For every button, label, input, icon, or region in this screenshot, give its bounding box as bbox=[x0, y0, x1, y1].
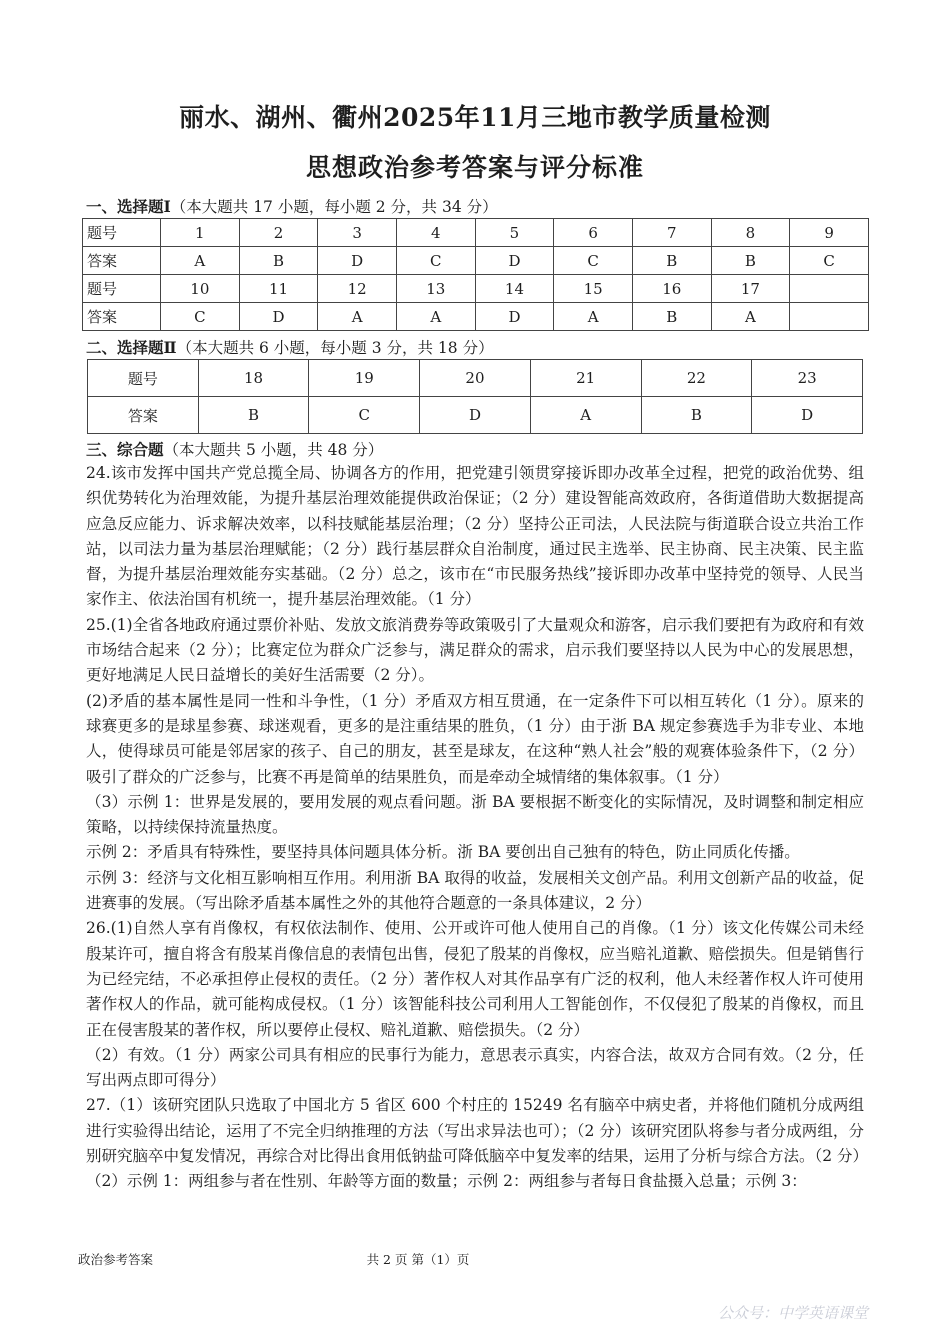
question-number: 12 bbox=[318, 275, 397, 303]
section3-note: （本大题共 5 小题，共 48 分） bbox=[163, 441, 384, 459]
question-number: 16 bbox=[632, 275, 711, 303]
question-number: 18 bbox=[198, 360, 309, 397]
table-row-questions bbox=[88, 360, 863, 397]
answer-24: 24.该市发挥中国共产党总揽全局、协调各方的作用，把党建引领贯穿接诉即办改革全过程，把党的政治优势、组织优势转化为治理效能，为提升基层治理效能提供政治保证；（2 分）建设智能高效政府，各街道借助大数据提高应急反应能力、诉求解决效率，以科技赋能基层治理；（2 分）坚持公正司法，人民法院与街道联合设立共治工作站，以司法力量为基层治理赋能；（2 分）践行基层群众自治制度，通过民主选举、民主协商、民主决策、民主监督，为提升基层治理效能夯实基础。（2 分）总之，该市在“市民服务热线”接诉即办改革中坚持党的领导、人民当家作主、依法治国有机统一，提升基层治理效能。（1 分） bbox=[86, 464, 864, 609]
row-label: 题号 bbox=[83, 219, 161, 247]
answer-value: B bbox=[632, 303, 711, 331]
answer-value: C bbox=[554, 247, 633, 275]
table-row-questions bbox=[83, 219, 869, 247]
answer-value: B bbox=[711, 247, 790, 275]
answer-value: A bbox=[161, 247, 240, 275]
question-number: 20 bbox=[420, 360, 531, 397]
answer-value: D bbox=[475, 247, 554, 275]
answer-value: D bbox=[318, 247, 397, 275]
answer-value: C bbox=[790, 247, 869, 275]
answer-27-2: （2）示例 1：两组参与者在性别、年龄等方面的数量；示例 2：两组参与者每日食盐摄入总量；示例 3： bbox=[86, 1172, 807, 1191]
question-number: 21 bbox=[530, 360, 641, 397]
row-label: 题号 bbox=[88, 360, 199, 397]
answer-value: D bbox=[752, 397, 863, 434]
row-label: 答案 bbox=[83, 303, 161, 331]
question-number: 9 bbox=[790, 219, 869, 247]
question-number: 5 bbox=[475, 219, 554, 247]
answer-value: B bbox=[198, 397, 309, 434]
answer-25-3-example-1: （3）示例 1：世界是发展的，要用发展的观点看问题。浙 BA 要根据不断变化的实际情况，及时调整和制定相应策略，以持续保持流量热度。 bbox=[86, 792, 864, 837]
answer-table-2 bbox=[87, 359, 863, 434]
answer-value: B bbox=[632, 247, 711, 275]
answer-26-2: （2）有效。（1 分）两家公司具有相应的民事行为能力，意思表示真实，内容合法，故双方合同有效。（2 分，任写出两点即可得分） bbox=[86, 1045, 864, 1090]
section2-heading bbox=[86, 336, 494, 358]
answer-value: C bbox=[161, 303, 240, 331]
answer-value: C bbox=[396, 247, 475, 275]
section1-title: 一、选择题Ⅰ bbox=[86, 197, 171, 216]
answer-value: A bbox=[318, 303, 397, 331]
answer-value: A bbox=[530, 397, 641, 434]
document-subtitle: 思想政治参考答案与评分标准 bbox=[305, 153, 644, 182]
question-number: 10 bbox=[161, 275, 240, 303]
page-indicator: 共 2 页 第（1）页 bbox=[366, 1252, 470, 1267]
answer-26-1: 26.(1)自然人享有肖像权，有权依法制作、使用、公开或许可他人使用自己的肖像。（1 分）该文化传媒公司未经殷某许可，擅自将含有殷某肖像信息的表情包出售，侵犯了殷某的肖像权，应当赔礼道歉、赔偿损失。但是销售行为已经完结，不必承担停止侵权的责任。（2 分）著作权人对其作品享有广泛的权利，他人未经著作权人许可使用著作权人的作品，就可能构成侵权。（1 分）该智能科技公司利用人工智能创作，不仅侵犯了殷某的肖像权，而且正在侵害殷某的著作权，所以要停止侵权、赔礼道歉、赔偿损失。（2 分） bbox=[86, 919, 864, 1039]
question-number: 23 bbox=[752, 360, 863, 397]
answer-value: C bbox=[309, 397, 420, 434]
section2-title: 二、选择题Ⅱ bbox=[86, 338, 177, 357]
section1-note: （本大题共 17 小题，每小题 2 分，共 34 分） bbox=[170, 198, 498, 216]
answer-value: A bbox=[554, 303, 633, 331]
answer-value: D bbox=[420, 397, 531, 434]
table-row-answers bbox=[88, 397, 863, 434]
question-number: 2 bbox=[239, 219, 318, 247]
question-number: 11 bbox=[239, 275, 318, 303]
section3-heading bbox=[86, 438, 383, 460]
answer-value: D bbox=[239, 303, 318, 331]
question-number: 13 bbox=[396, 275, 475, 303]
question-number bbox=[790, 275, 869, 303]
question-number: 8 bbox=[711, 219, 790, 247]
document-title: 丽水、湖州、衢州2025年11月三地市教学质量检测 bbox=[179, 103, 771, 132]
table-row-answers bbox=[83, 247, 869, 275]
answer-table-1 bbox=[82, 218, 869, 331]
footer-subject: 政治参考答案 bbox=[78, 1252, 154, 1267]
question-number: 1 bbox=[161, 219, 240, 247]
question-number: 3 bbox=[318, 219, 397, 247]
answer-value: B bbox=[239, 247, 318, 275]
answer-25-3-example-2: 示例 2：矛盾具有特殊性，要坚持具体问题具体分析。浙 BA 要创出自己独有的特色，防止同质化传播。 bbox=[86, 843, 800, 862]
answer-value bbox=[790, 303, 869, 331]
question-number: 15 bbox=[554, 275, 633, 303]
answer-27-1: 27.（1）该研究团队只选取了中国北方 5 省区 600 个村庄的 15249 名有脑卒中病史者，并将他们随机分成两组进行实验得出结论，运用了不完全归纳推理的方法（写出求异法也可）；（2 分）该研究团队将参与者分成两组，分别研究脑卒中复发情况，再综合对比得出食用低钠盐可降低脑卒中复发率的结果，运用了分析与综合方法。（2 分） bbox=[86, 1096, 869, 1166]
row-label: 答案 bbox=[83, 247, 161, 275]
question-number: 7 bbox=[632, 219, 711, 247]
row-label: 答案 bbox=[88, 397, 199, 434]
answer-25-3-example-3: 示例 3：经济与文化相互影响相互作用。利用浙 BA 取得的收益，发展相关文创产品。利用文创新产品的收益，促进赛事的发展。（写出除矛盾基本属性之外的其他符合题意的一条具体建议，2 分） bbox=[86, 868, 864, 913]
answer-value: D bbox=[475, 303, 554, 331]
answer-value: A bbox=[396, 303, 475, 331]
watermark: 公众号：中学英语课堂 bbox=[718, 1304, 869, 1322]
section3-title: 三、综合题 bbox=[86, 440, 164, 459]
answer-25-1: 25.(1)全省各地政府通过票价补贴、发放文旅消费券等政策吸引了大量观众和游客，启示我们要把有为政府和有效市场结合起来（2 分）；比赛定位为群众广泛参与，满足群众的需求，启示我们要坚持以人民为中心的发展思想，更好地满足人民日益增长的美好生活需要（2 分）。 bbox=[86, 615, 864, 685]
section2-note: （本大题共 6 小题，每小题 3 分，共 18 分） bbox=[176, 339, 494, 357]
question-number: 19 bbox=[309, 360, 420, 397]
answer-value: A bbox=[711, 303, 790, 331]
question-number: 22 bbox=[641, 360, 752, 397]
answer-value: B bbox=[641, 397, 752, 434]
table-row-questions bbox=[83, 275, 869, 303]
table-row-answers bbox=[83, 303, 869, 331]
question-number: 6 bbox=[554, 219, 633, 247]
row-label: 题号 bbox=[83, 275, 161, 303]
question-number: 4 bbox=[396, 219, 475, 247]
question-number: 14 bbox=[475, 275, 554, 303]
answer-25-2: (2)矛盾的基本属性是同一性和斗争性，（1 分）矛盾双方相互贯通，在一定条件下可以相互转化（1 分）。原来的球赛更多的是球星参赛、球迷观看，更多的是注重结果的胜负，（1 分）由于浙 BA 规定参赛选手为非专业、本地人，使得球员可能是邻居家的孩子、自己的朋友，甚至是球友，在这种“熟人社会”般的观赛体验条件下，（2 分）吸引了群众的广泛参与，比赛不再是简单的结果胜负，而是牵动全城情绪的集体叙事。（1 分） bbox=[86, 691, 864, 786]
question-number: 17 bbox=[711, 275, 790, 303]
section1-heading bbox=[86, 195, 498, 217]
section3-body bbox=[86, 461, 869, 1195]
